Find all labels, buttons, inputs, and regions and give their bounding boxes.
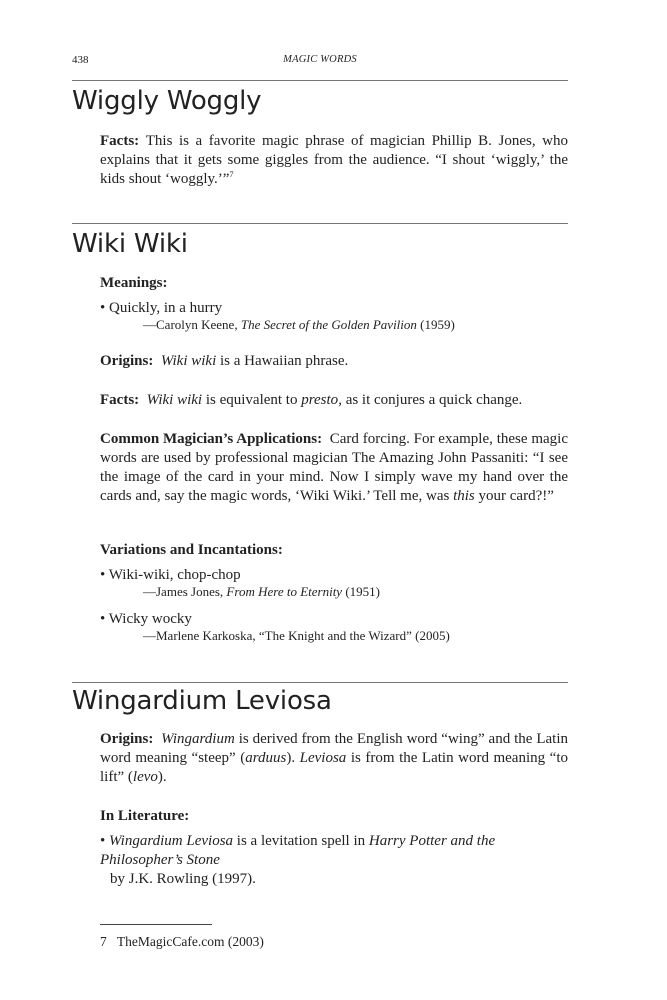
variation-item: • Wiki-wiki, chop-chop xyxy=(100,567,241,583)
variation-citation xyxy=(143,584,573,600)
origins-text: is derived from the English word “wing” and the Latin word meaning “steep” ( xyxy=(100,731,568,766)
origins-text: ). xyxy=(157,769,167,785)
applications-paragraph xyxy=(100,430,568,506)
origins-latin-term: levo xyxy=(132,769,158,785)
literature-text: is a levitation spell in xyxy=(233,833,369,849)
footnote-number: 7 xyxy=(100,934,107,949)
literature-heading xyxy=(100,807,568,826)
running-title: MAGIC WORDS xyxy=(283,54,357,65)
origins-paragraph xyxy=(100,352,568,371)
origins-term: Wiki wiki xyxy=(160,353,217,369)
origins-text: is from the Latin word meaning “to lift” ( xyxy=(100,750,568,785)
facts-text: is equivalent to xyxy=(202,392,302,408)
spell-name: Wingardium Leviosa xyxy=(109,833,234,849)
variations-heading xyxy=(100,541,568,560)
citation-author: —Carolyn Keene, xyxy=(143,317,241,332)
variations-label: Variations and Incantations: xyxy=(100,542,283,558)
footnote-rule xyxy=(100,924,212,925)
citation-work: From Here to Eternity xyxy=(226,584,343,599)
facts-term: Wiki wiki xyxy=(146,392,203,408)
facts-label: Facts: xyxy=(100,133,140,149)
citation-year: (1951) xyxy=(342,584,380,599)
origins-term: Wingardium xyxy=(161,731,235,747)
citation-year: (1959) xyxy=(416,317,455,332)
literature-author: by J.K. Rowling (1997). xyxy=(110,871,256,887)
meaning-item: • Quickly, in a hurry xyxy=(100,300,223,316)
facts-paragraph-wiki xyxy=(100,391,568,410)
citation-work: The Secret of the Golden Pavilion xyxy=(240,317,417,332)
origins-term: Leviosa xyxy=(299,750,347,766)
bullet-mark: • xyxy=(100,833,110,849)
variation-item: • Wicky wocky xyxy=(100,611,192,627)
origins-text: ). xyxy=(286,750,300,766)
applications-label: Common Magician’s Applications: xyxy=(100,431,323,447)
origins-latin-term: arduus xyxy=(245,750,287,766)
meanings-heading xyxy=(100,274,568,293)
meanings-label: Meanings: xyxy=(100,275,168,291)
page-number: 438 xyxy=(72,54,89,66)
origins-paragraph-wingardium xyxy=(100,730,568,787)
header-rule xyxy=(72,80,568,81)
applications-text-end: your card?!” xyxy=(474,488,554,504)
origins-label: Origins: xyxy=(100,353,154,369)
entry-title-wingardium-leviosa: Wingardium Leviosa xyxy=(72,686,332,716)
entry-title-wiki-wiki: Wiki Wiki xyxy=(72,229,188,259)
entry-title-wiggly-woggly: Wiggly Woggly xyxy=(72,86,262,116)
applications-text: Card forcing. For example, these magic words are used by professional magician The Amazing John Passaniti: “I see the image of the card in your mind. Now I simply wave my hand over the cards and, say the magic words, ‘Wiki Wiki.’ Tell me, was xyxy=(100,431,568,504)
footnote-marker: 7 xyxy=(229,170,234,179)
facts-text-end: , as it conjures a quick change. xyxy=(338,392,523,408)
variation-citation: —Marlene Karkoska, “The Knight and the Wizard” (2005) xyxy=(143,628,450,643)
meaning-citation xyxy=(143,317,573,333)
facts-term-presto: presto xyxy=(301,392,339,408)
origins-text: is a Hawaiian phrase. xyxy=(216,353,349,369)
applications-emphasis: this xyxy=(453,488,475,504)
footnote-text: TheMagicCafe.com (2003) xyxy=(116,934,264,949)
book-title: Harry Potter and the Philosopher’s Stone xyxy=(100,833,496,868)
citation-author: —James Jones, xyxy=(143,584,227,599)
facts-text: This is a favorite magic phrase of magician Phillip B. Jones, who explains that it gets some giggles from the audience. “I shout ‘wiggly,’ the kids shout ‘woggly.’” xyxy=(100,133,569,187)
literature-label: In Literature: xyxy=(100,808,190,824)
origins-label: Origins: xyxy=(100,731,154,747)
literature-item xyxy=(100,832,568,889)
section-rule xyxy=(72,223,568,224)
footnote xyxy=(100,934,264,950)
section-rule xyxy=(72,682,568,683)
facts-label: Facts: xyxy=(100,392,140,408)
facts-paragraph xyxy=(100,132,568,189)
